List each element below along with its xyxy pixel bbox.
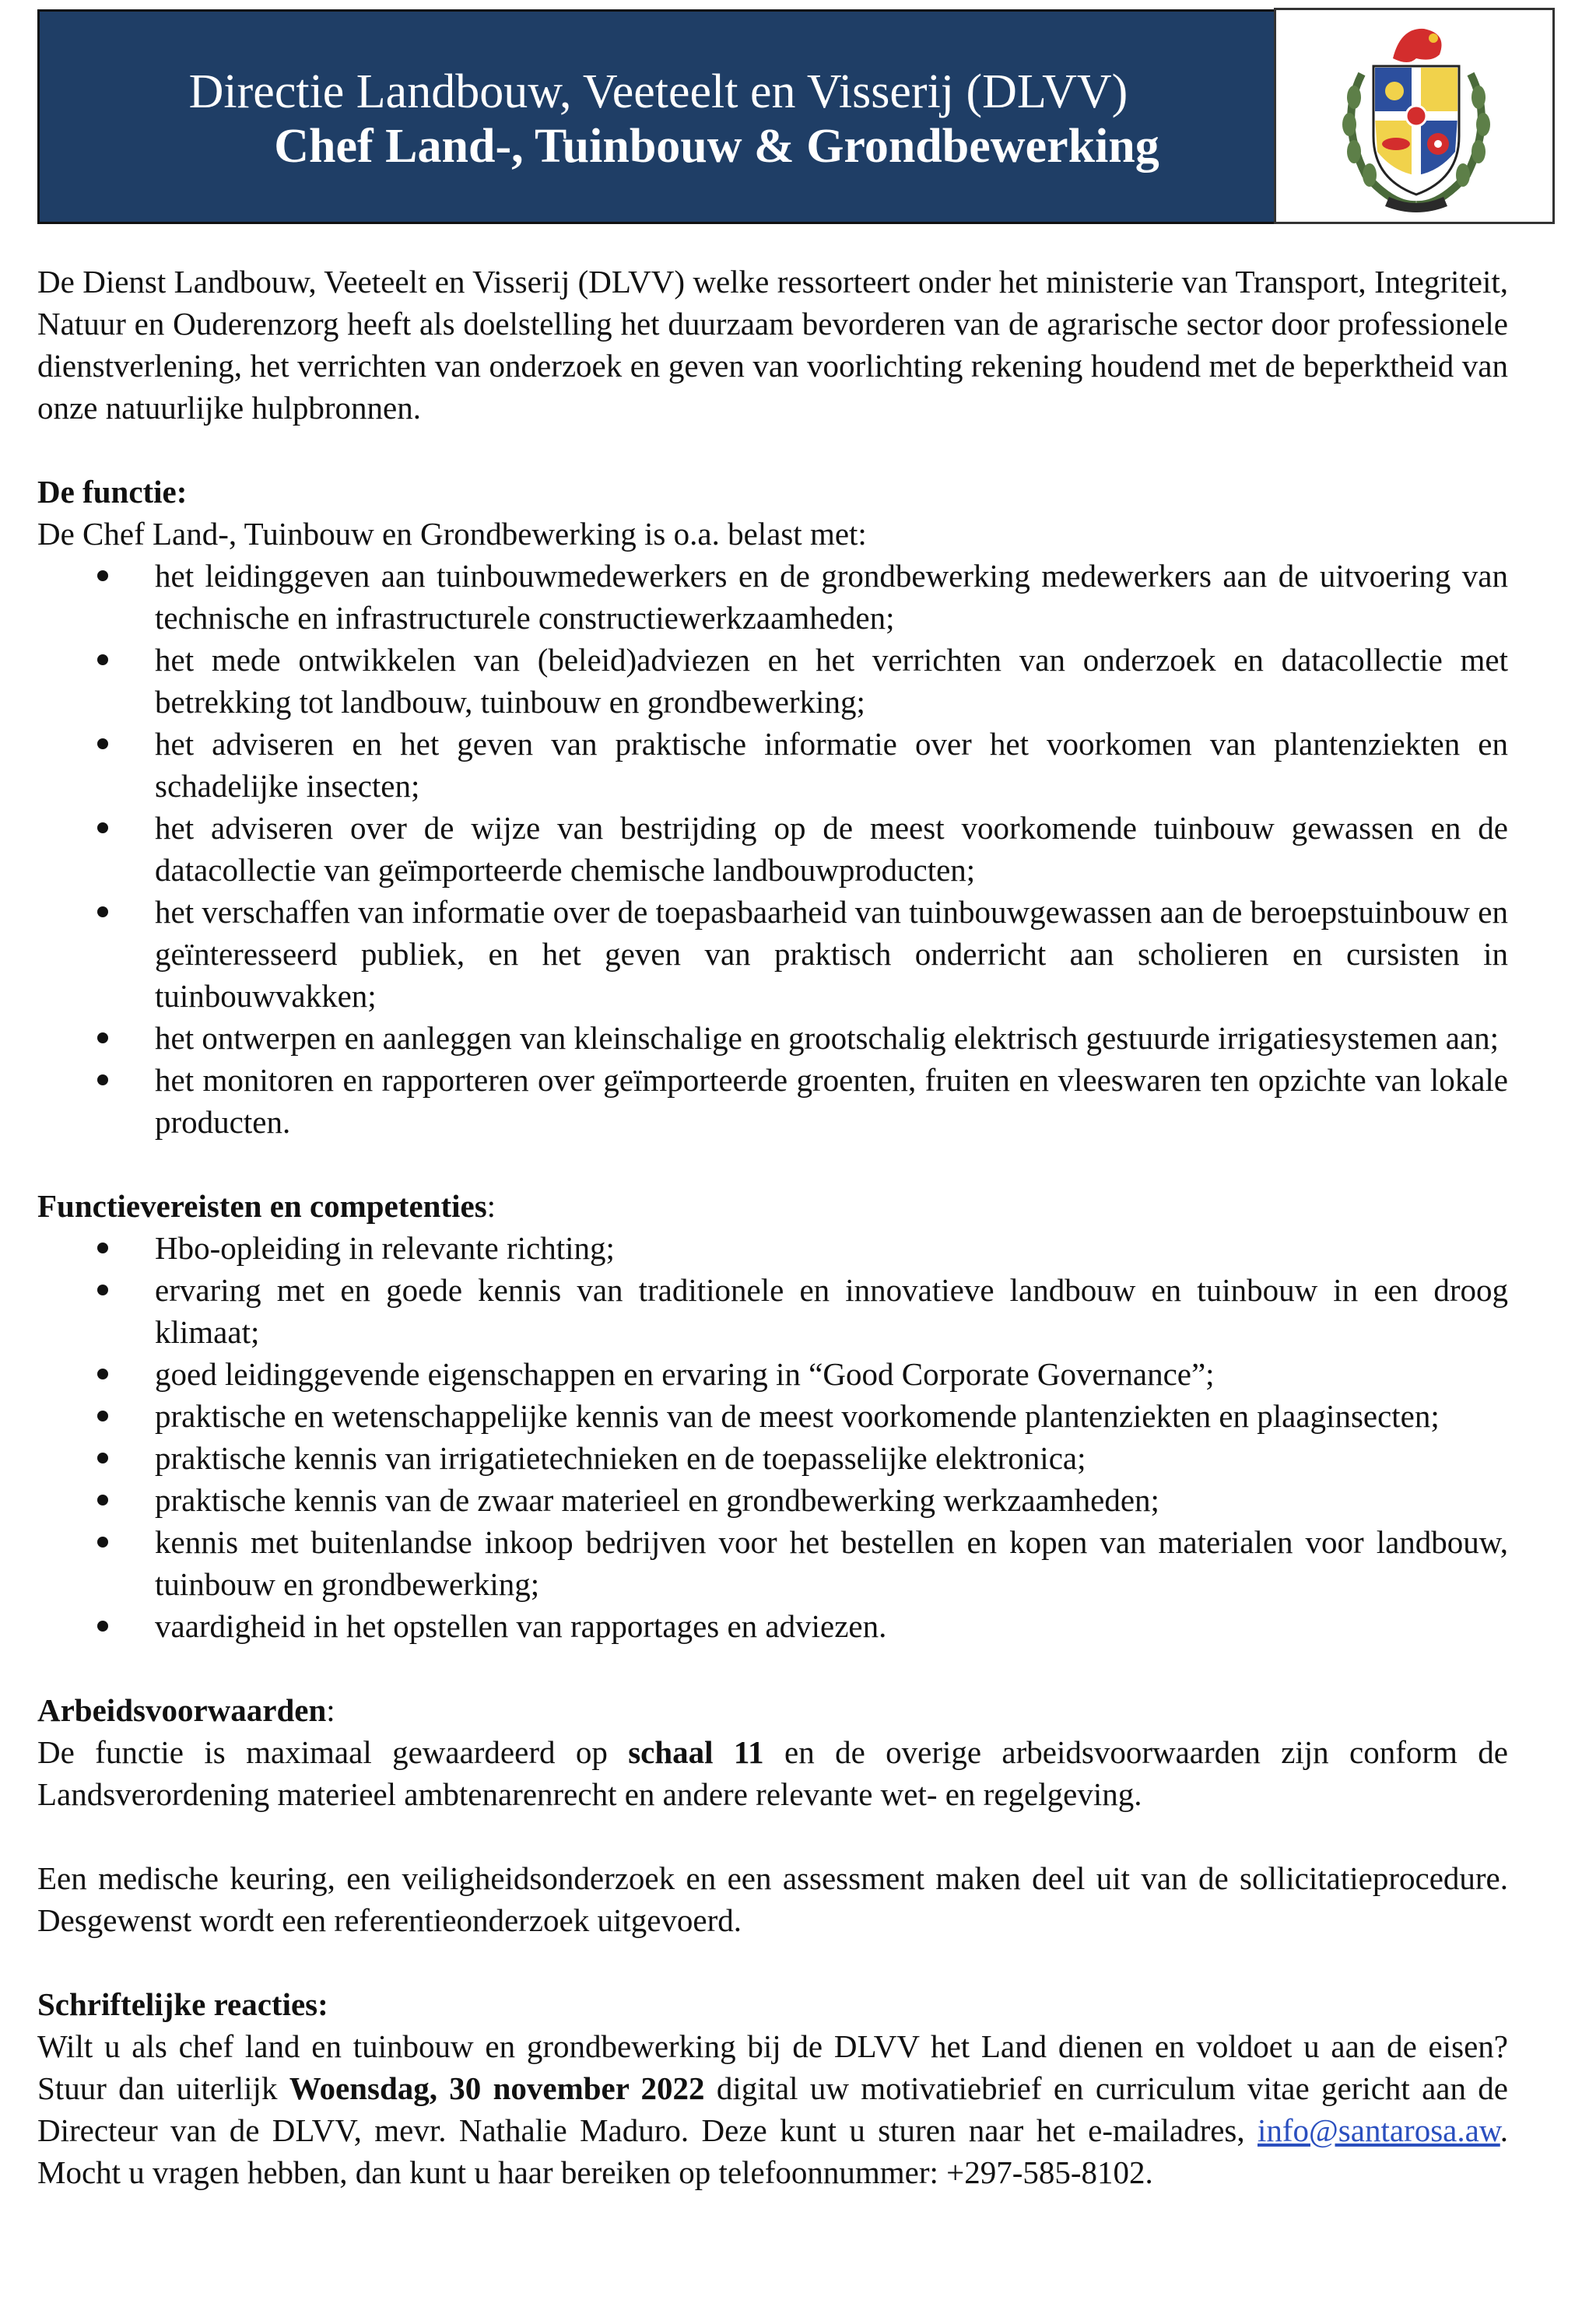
list-item: goed leidinggevende eigenschappen en ervaring in “Good Corporate Governance”;: [37, 1353, 1508, 1395]
list-item: ervaring met en goede kennis van traditionele en innovatieve landbouw en tuinbouw in een droog klimaat;: [37, 1269, 1508, 1353]
arbeid-heading: Arbeidsvoorwaarden:: [37, 1692, 335, 1728]
vacancy-body: [37, 261, 1508, 2193]
functie-list: [37, 555, 1508, 1143]
arbeid-paragraph: De functie is maximaal gewaardeerd op schaal 11 en de overige arbeidsvoorwaarden zijn conform de Landsverordening materieel ambtenarenrecht en andere relevante wet- en regelgeving.: [37, 1734, 1508, 1812]
list-item: het mede ontwikkelen van (beleid)adviezen en het verrichten van onderzoek en datacollectie met betrekking tot landbouw, tuinbouw en grondbewerking;: [37, 639, 1508, 723]
list-item: het ontwerpen en aanleggen van kleinschalige en grootschalig elektrisch gestuurde irrigatiesystemen aan;: [37, 1017, 1508, 1059]
header-title: [40, 65, 1277, 174]
reacties-paragraph: Wilt u als chef land en tuinbouw en grondbewerking bij de DLVV het Land dienen en voldoet u aan de eisen? Stuur dan uiterlijk Woensdag, 30 november 2022 digital uw motivatiebrief en curriculum vitae gericht aan de Directeur van de DLVV, mevr. Nathalie Maduro. Deze kunt u sturen naar het e-mailadres, info@santarosa.aw. Mocht u vragen hebben, dan kunt u haar bereiken op telefoonnummer: +297-585-8102.: [37, 2028, 1508, 2190]
list-item: praktische kennis van irrigatietechnieken en de toepasselijke elektronica;: [37, 1437, 1508, 1479]
email-link[interactable]: info@santarosa.aw: [1258, 2112, 1500, 2148]
list-item: het leidinggeven aan tuinbouwmedewerkers en de grondbewerking medewerkers aan de uitvoering van technische en infrastructurele constructiewerkzaamheden;: [37, 555, 1508, 639]
list-item: kennis met buitenlandse inkoop bedrijven voor het bestellen en kopen van materialen voor landbouw, tuinbouw en grondbewerking;: [37, 1521, 1508, 1605]
list-item: Hbo-opleiding in relevante richting;: [37, 1227, 1508, 1269]
intro-paragraph: De Dienst Landbouw, Veeteelt en Visserij (DLVV) welke ressorteert onder het ministerie van Transport, Integriteit, Natuur en Ouderenzorg heeft als doelstelling het duurzaam bevorderen van de agrarische sector door professionele dienstverlening, het verrichten van onderzoek en geven van voorlichting rekening houdend met de beperktheid van onze natuurlijke hulpbronnen.: [37, 264, 1508, 426]
deadline-date: Woensdag, 30 november 2022: [289, 2070, 705, 2106]
list-item: vaardigheid in het opstellen van rapportages en adviezen.: [37, 1605, 1508, 1647]
coat-of-arms-icon: [1331, 19, 1502, 214]
list-item: het adviseren en het geven van praktische informatie over het voorkomen van plantenziekten en schadelijke insecten;: [37, 723, 1508, 807]
header-line-1: Directie Landbouw, Veeteelt en Visserij (DLVV): [188, 65, 1128, 118]
vereisten-heading: Functievereisten en competenties:: [37, 1188, 496, 1224]
list-item: praktische en wetenschappelijke kennis van de meest voorkomende plantenziekten en plaaginsecten;: [37, 1395, 1508, 1437]
keuring-paragraph: Een medische keuring, een veiligheidsonderzoek en een assessment maken deel uit van de sollicitatieprocedure. Desgewenst wordt een referentieonderzoek uitgevoerd.: [37, 1860, 1508, 1938]
vereisten-list: [37, 1227, 1508, 1647]
list-item: het monitoren en rapporteren over geïmporteerde groenten, fruiten en vleeswaren ten opzichte van lokale producten.: [37, 1059, 1508, 1143]
functie-heading: De functie:: [37, 474, 188, 510]
list-item: het verschaffen van informatie over de toepasbaarheid van tuinbouwgewassen aan de beroepstuinbouw en geïnteresseerd publiek, en het geven van praktisch onderricht aan scholieren en cursisten in tuinbouwvakken;: [37, 891, 1508, 1017]
list-item: het adviseren over de wijze van bestrijding op de meest voorkomende tuinbouw gewassen en de datacollectie van geïmporteerde chemische landbouwproducten;: [37, 807, 1508, 891]
header-line-2: Chef Land-, Tuinbouw & Grondbewerking: [274, 120, 1159, 173]
list-item: praktische kennis van de zwaar materieel en grondbewerking werkzaamheden;: [37, 1479, 1508, 1521]
logo-box: [1274, 8, 1555, 224]
functie-lead: De Chef Land-, Tuinbouw en Grondbewerking is o.a. belast met:: [37, 516, 867, 552]
schaal-value: schaal 11: [628, 1734, 764, 1770]
reacties-heading: Schriftelijke reacties:: [37, 1986, 328, 2022]
